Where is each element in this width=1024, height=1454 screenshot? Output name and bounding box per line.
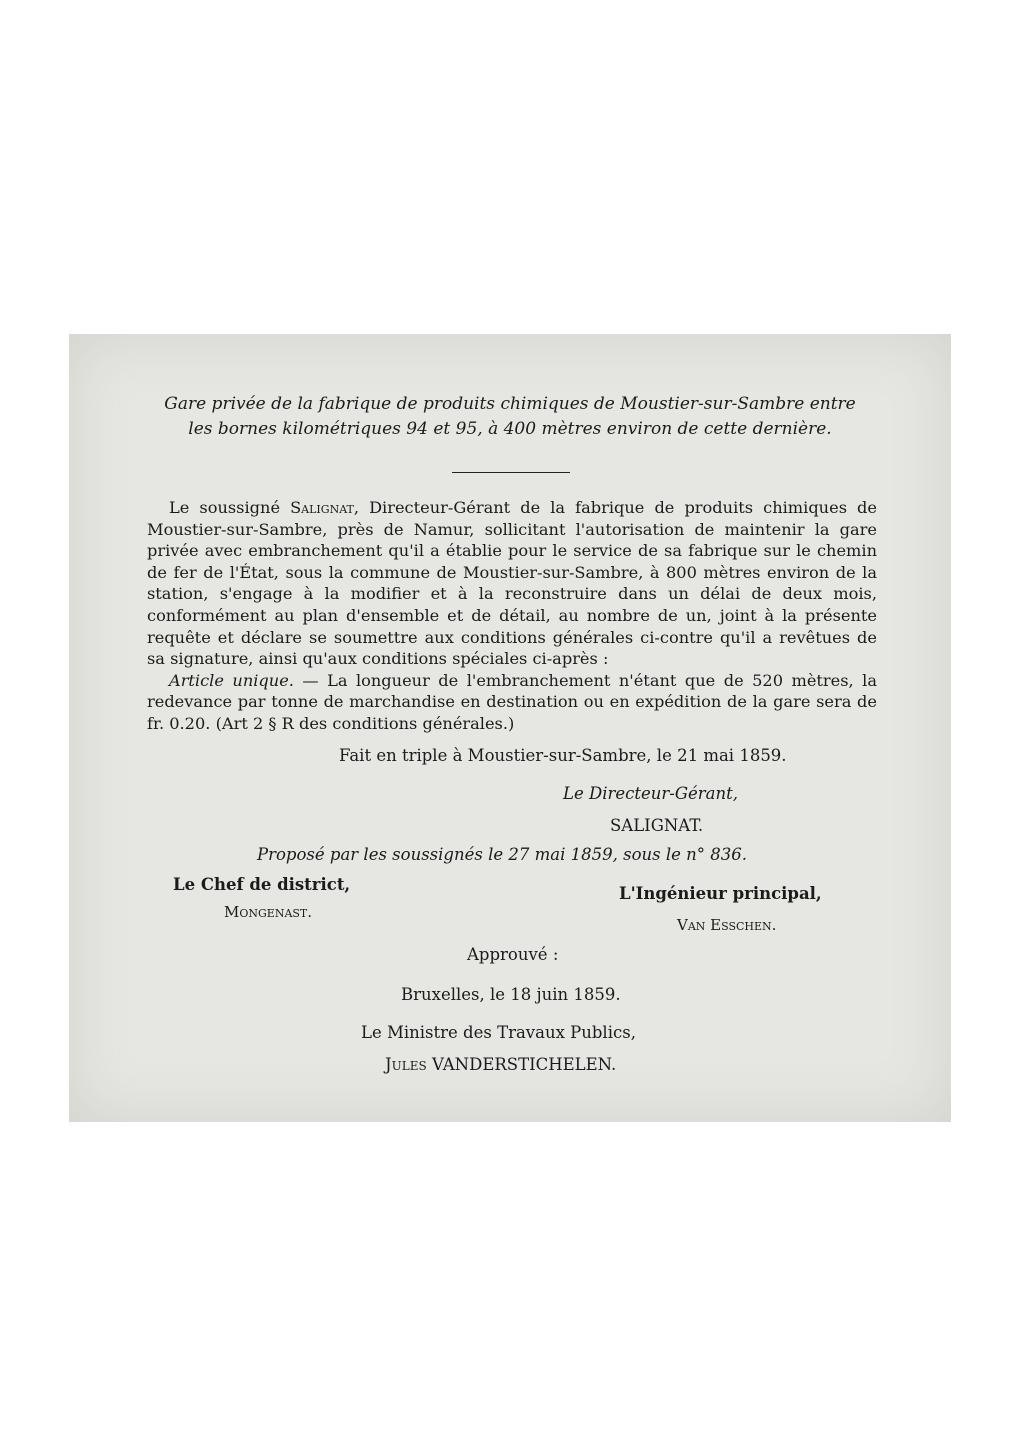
heading-line-2: les bornes kilométriques 94 et 95, à 400 mètres environ de cette dernière. [188, 419, 832, 439]
proposed-line: Proposé par les soussignés le 27 mai 1859, sous le n° 836. [257, 845, 747, 864]
minister-last-name: VANDERSTICHELEN. [431, 1055, 617, 1074]
article-label: Article unique. [169, 670, 294, 690]
request-text: , Directeur-Gérant de la fabrique de produits chimiques de Moustier-sur-Sambre, près de Namur, sollicitant l'autorisation de maintenir la gare privée avec embranchement qu'il a établie pour le service de sa fabrique sur le chemin de fer de l'État, sous la commune de Moustier-sur-Sambre, à 800 mètres environ de la station, s'engage à la modifier et à la reconstruire dans un délai de deux mois, conformément au plan d'ensemble et de détail, au nombre de un, joint à la présente requête et déclare se soumettre aux conditions générales ci-contre qu'il a revêtues de sa signature, ainsi qu'aux conditions spéciales ci-après : [147, 498, 877, 669]
document-scan [69, 334, 951, 1122]
document-heading [139, 392, 881, 442]
chef-title: Le Chef de district, [173, 875, 351, 894]
request-intro: Le soussigné [169, 498, 291, 517]
place-date-line: Fait en triple à Moustier-sur-Sambre, le 21 mai 1859. [339, 746, 787, 765]
approved-place-date: Bruxelles, le 18 juin 1859. [401, 985, 621, 1004]
minister-first-name: Jules [385, 1055, 427, 1074]
article-text: — La longueur de l'embranchement n'étant que de 520 mètres, la redevance par tonne de marchandise en destination ou en expédition de la gare sera de fr. 0.20. (Art 2 § R des conditions générales.) [147, 670, 877, 733]
heading-line-1: Gare privée de la fabrique de produits chimiques de Moustier-sur-Sambre entre [164, 394, 856, 414]
ingenieur-title: L'Ingénieur principal, [619, 884, 822, 903]
director-name: SALIGNAT. [610, 816, 704, 835]
approved-label: Approuvé : [467, 945, 559, 964]
request-paragraph [147, 497, 877, 670]
article-paragraph [147, 670, 877, 735]
minister-title: Le Ministre des Travaux Publics, [361, 1023, 636, 1042]
document-body [147, 497, 877, 735]
requester-name: Salignat [290, 498, 354, 517]
separator-rule [452, 472, 570, 473]
ingenieur-name: Van Esschen. [677, 916, 777, 934]
chef-name: Mongenast. [224, 903, 313, 921]
director-title: Le Directeur-Gérant, [563, 784, 739, 803]
minister-name [385, 1055, 616, 1074]
